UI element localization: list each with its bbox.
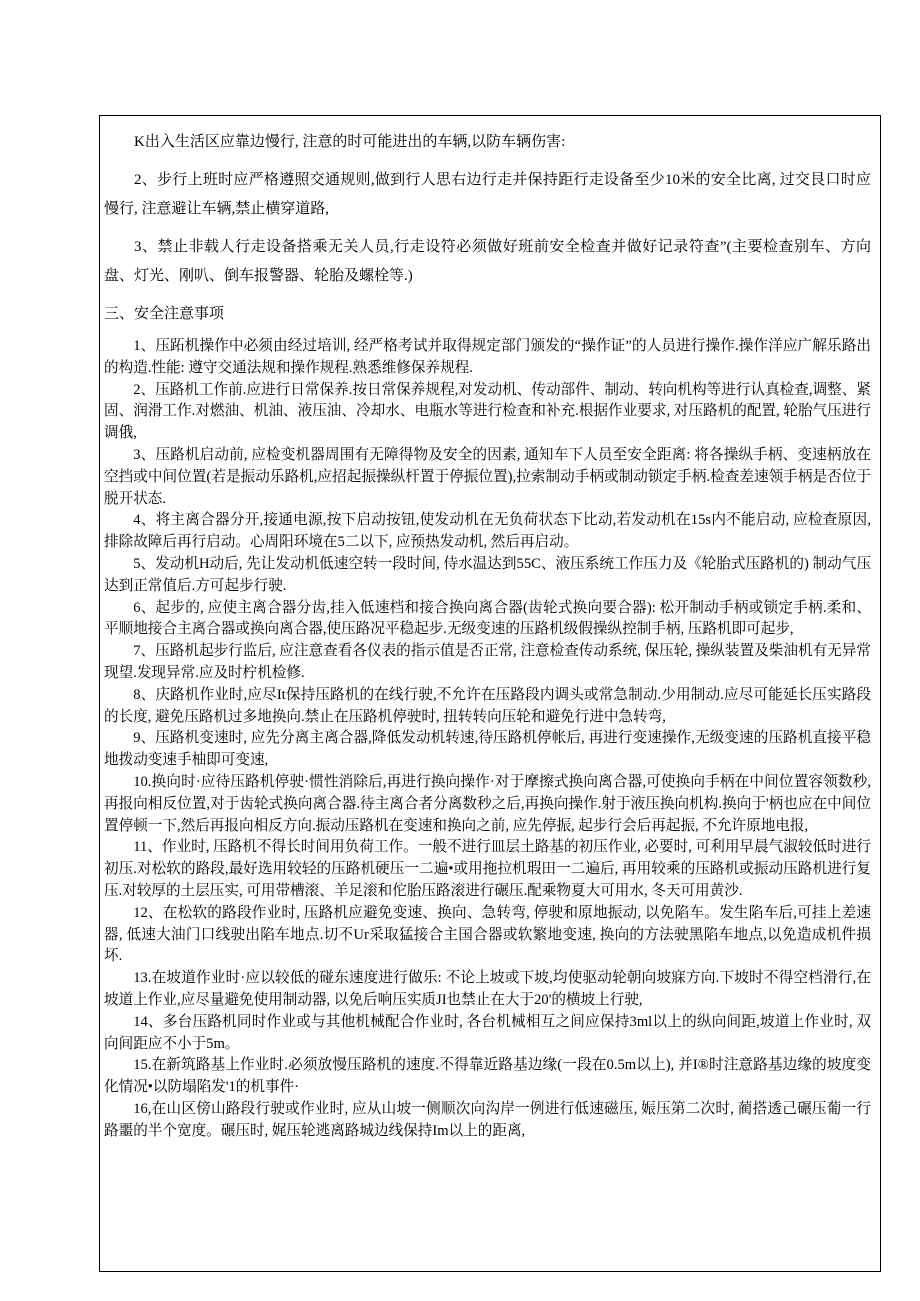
safety-items-section	[104, 336, 871, 1142]
list-item: 12、在松软的路段作业时, 压路机应避免变速、换向、急转弯, 停驶和原地振动, 以免陷车。发生陷车后,可挂上差速器, 低速大油门口线驶出陷车地点.切不Ur采取猛接合主国合器或软繁地变速, 换向的方法驶黑陷车地点,以免造成机件损坏.	[104, 904, 871, 965]
intro-paragraph: 2、步行上班时应严格遵照交通规则,做到行人思右边行走并保持距行走设备至少10米的安全比离, 过交艮口时应慢行, 注意避让车辆,禁止横穿道路,	[104, 172, 871, 217]
list-item: 13.在坡道作业时·应以较低的碰东速度进行做乐: 不论上坡或下坡,均使驱动轮朝向坡寐方向.下坡时不得空档滑行,在坡道上作业,应尽量避免使用制动器, 以免后响压实质JI也禁止在大于20'的横坡上行驶,	[104, 970, 871, 1008]
intro-paragraph: K出入生活区应靠边慢行, 注意的时可能进出的车辆,以防车辆伤害:	[134, 134, 566, 150]
intro-section	[104, 128, 871, 291]
list-item: 6、起步的, 应使主离合器分齿,挂入低速档和接合换向离合器(齿轮式换向要合器): 松开制动手柄或锁定手柄.柔和、平顺地接合主离合器或换向离合器,使压路况平稳起步.无级变速的压路机级假操纵控制手柄, 压路机即可起步,	[104, 599, 871, 638]
list-item: 8、庆路机作业时,应尽It保持压路机的在线行驶,不允许在压路段内调头或常急制动.少用制动.应尽可能延长压实路段的长度, 避免压路机过多地换向.禁止在压路机停驶时, 扭转转向压轮和避免行进中急转弯,	[104, 686, 871, 725]
list-item: 15.在新筑路基上作业时.必须放慢压路机的速度.不得靠近路基边缘(一段在0.5m以上), 并I®时注意路基边缘的坡度变化情况•以防塌陷发'1的机事件·	[104, 1057, 871, 1096]
intro-paragraph: 3、禁止非载人行走设备搭乘无关人员,行走设符必须做好班前安全检查并做好记录符查”(主要检查别车、方向盘、灯光、刚叭、倒车报警器、轮胎及螺栓等.)	[104, 239, 871, 284]
list-item: 5、发动机H动后, 先让发动机低速空转一段时间, 侍水温达到55C、液压系统工作压力及《轮胎式压路机的) 制动气压达到正常值后.方可起步行驶.	[104, 555, 871, 594]
list-item: 9、压路机变速时, 应先分离主离合器,降低发动机转速,待压路机停帐后, 再进行变速操作,无级变速的压路机直接平稳地拨动变速手柚即可变速,	[104, 730, 871, 769]
list-item: 11、作业时, 压路机不得长时间用负荷工作。一般不进行皿层土路基的初压作业, 必要时, 可利用早晨气淑较低时进行初压.对松软的路段,最好选用较轻的压路机硬压一二遍•或用拖拉机瑕田一二遍后, 再用较乘的压路机或振动压路机进行复压.对较厚的土层压实, 可用带槽滚、羊足滚和佗胎压路滚进行碾压.配乘物夏大可用水, 冬天可用黄沙.	[104, 839, 871, 899]
list-item: 4、将主离合器分开,接通电源,按下启动按钮,使发动机在无负荷状态下比动,若发动机在15s内不能启动, 应检查原因, 排除故障后再行启动。心周阳环境在5二以下, 应预热发动机, 然后再启动。	[104, 512, 871, 551]
table-cell	[99, 115, 881, 1272]
list-item: 2、压路机工作前.应进行日常保养.按日常保养规程,对发动机、传动部件、制动、转向机构等进行认真检查,调整、紧固、润滑工作.对燃油、机油、液压油、冷却水、电瓶水等进行检查和补充.根据作业要求, 对压路机的配置, 轮胎气压进行调俄,	[104, 381, 871, 442]
list-item: 3、压路机启动前, 应检变机器周围有无障得物及安全的因素, 通知车下人员至安全距离: 将各操纵手柄、变速柄放在空挡或中间位置(若是振动乐路机,应招起振操纵杆置于停振位置),拉索制动手柄或制动锁定手柄.检查差速领手柄是否位于脱开状态.	[104, 446, 871, 507]
list-item: 16,在山区傍山路段行驶或作业时, 应从山坡一侧顺次向沟岸一例进行低速磁压, 娠压第二次时, 蔺搭透己碾压葡一行路噩的半个宽度。碾压时, 娓压轮逃离路城边线保持Im以上的距离,	[104, 1100, 871, 1139]
list-item: 14、多台压路机同时作业或与其他机械配合作业时, 各台机械相互之间应保持3ml以上的纵向间距,坡道上作业时, 双向间距应不小于5m。	[104, 1013, 871, 1052]
section-heading: 三、安全注意事项	[104, 306, 225, 322]
list-item: 1、压跖机操作中必须由经过培训, 经严格考试并取得规定部门颁发的“操作证”的人员进行操作.操作洋应广解乐路出的构造.性能: 遵守交通法规和操作规程.熟悉维修保养规程.	[104, 338, 871, 376]
list-item: 10.换向时·应待压路机停驶·惯性消除后,再进行换向操作·对于摩擦式换向离合器,可使换向手柄在中间位置容领数秒,再报向相反位置,对于齿轮式换向离合器.待主离合者分离数秒之后,再换向操作.射于液压换向机构.换向于'柄也应在中间位置停顿一下,然后再报向相反方向.振动压路机在变速和换向之前, 应先停振, 起步行会后再起振, 不允许原地电报,	[104, 773, 871, 834]
list-item: 7、压路机起步行监后, 应注意查看各仪表的指示值是否正常, 注意检查传动系统, 保压轮, 操纵装置及柴油机有无异常现望.发现异常.应及时柠机检修.	[104, 643, 871, 681]
